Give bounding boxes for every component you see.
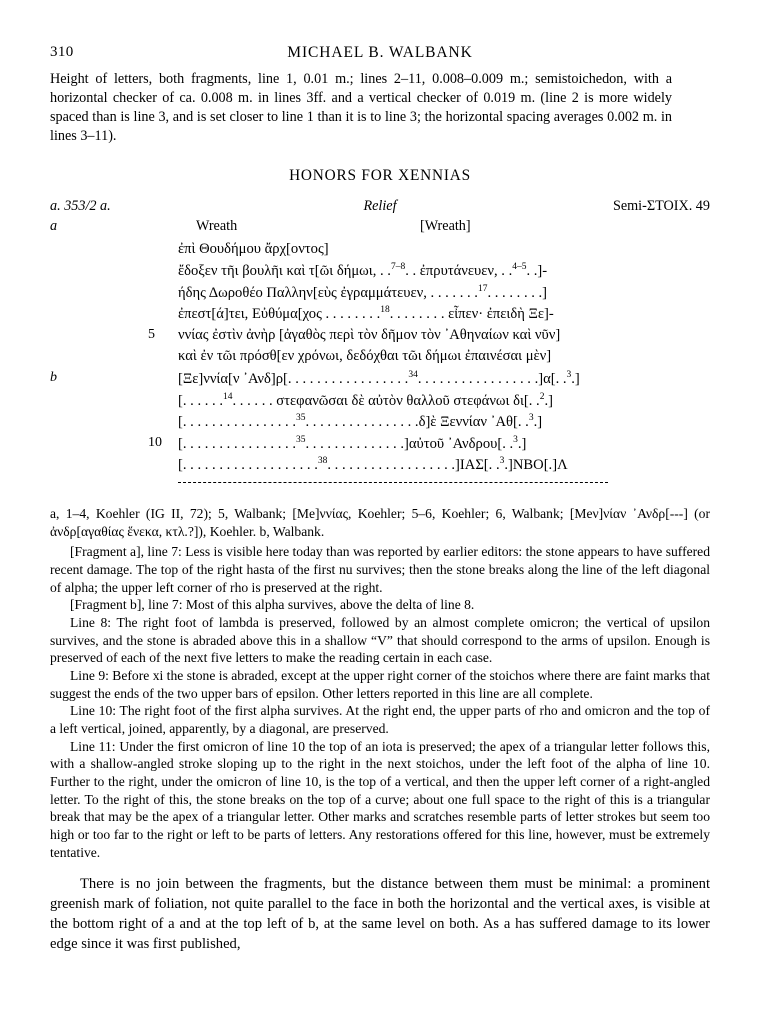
inscription-row xyxy=(50,241,710,263)
intro-text: Height of letters, both fragments, line 1, 0.01 m.; lines 2–11, 0.008–0.009 m.; semistoichedon, with a horizontal checker of ca. 0.008 m. in lines 3ff. and a vertical checker of 0.019 m. (line 2 is more widely spaced than is line 3, and is set closer to line 1 than it is to line 3; the horizontal spacing averages 0.002 m. in lines 3–11). xyxy=(50,71,672,144)
row-seg-2: . . . . . . . . . . . . . . . .δ]ὲ Ξεννίαν ᾿Αθ[. . xyxy=(305,414,529,431)
fragment-a-label: a xyxy=(50,217,58,234)
row-text xyxy=(178,456,568,474)
fragment-b-label: b xyxy=(50,370,57,386)
inscription-row xyxy=(50,284,710,306)
row-text xyxy=(178,262,547,280)
relief-label: Relief xyxy=(363,197,397,214)
row-seg-3: . .]- xyxy=(526,262,548,279)
inscription-row xyxy=(50,435,710,457)
row-seg-1: ἐπεστ[ά]τει, Εὐθύμα[χος . . . . . . . . xyxy=(178,306,381,323)
row-seg-3: .] xyxy=(571,370,580,387)
row-number: 5 xyxy=(148,326,155,342)
date-label: a. 353/2 a. xyxy=(50,197,111,214)
row-sup-1: 7–8 xyxy=(390,262,406,273)
row-seg-1: ήδης Δωροθέο Παλλην[εὺς ἐγραμμάτευεν, . . . . . . . xyxy=(178,284,478,301)
row-seg-1: ἔδοξεν τῆι βουλῆι καὶ τ[ῶι δήμωι, . . xyxy=(178,262,391,279)
row-sup-1: 38 xyxy=(317,456,328,467)
row-sup-1: 14 xyxy=(223,391,233,402)
row-text xyxy=(178,370,580,388)
note-item: [Fragment a], line 7: Less is visible here today than was reported by earlier editors: the stone appears to have suffered recent damage. The top of the right hasta of the first nu survives; then the stone breaks along the line of the left diagonal of alpha; the upper left corner of rho is preserved at the right. xyxy=(50,544,710,595)
inscription-break-rule xyxy=(178,482,608,483)
row-seg-2: . . . . . . στεφανῶσαι δὲ αὐτὸν θαλλοῦ στεφάνωι δι[. . xyxy=(232,392,540,409)
row-seg-1: [. . . . . . . . . . . . . . . . . . . xyxy=(178,457,318,474)
row-sup-2: 3 xyxy=(513,434,518,445)
row-seg-1: [. . . . . . . . . . . . . . . . xyxy=(178,414,296,431)
apparatus-criticus: a, 1–4, Koehler (IG II, 72); 5, Walbank; [Μe]ννίας, Koehler; 5–6, Koehler; 6, Walbank; [Μeν]νίαν ᾿Ανδρ[---] (or ἀνδρ[αγαθίας ἕνεκα, κτλ.?]), Koehler. b, Walbank. xyxy=(50,506,710,539)
row-seg-1: ννίας ἐστὶν ἀνὴρ [ἀγαθὸς περὶ τὸν δῆμον τὸν ᾿Αθηναίων καὶ νῦν] xyxy=(178,326,561,343)
inscription-row xyxy=(50,392,710,414)
row-seg-3: .]ΝΒΟ[.]Λ xyxy=(504,457,568,474)
row-seg-3: .] xyxy=(517,435,527,452)
note-item: Line 10: The right foot of the first alpha survives. At the right end, the upper parts of rho and omicron and the top of a left vertical, joined, apparently, by a diagonal, are preserved. xyxy=(50,703,710,737)
row-text xyxy=(178,413,542,431)
row-seg-2: . . . . . . . .] xyxy=(487,284,548,301)
row-text xyxy=(178,348,551,365)
wreath-right-label: [Wreath] xyxy=(420,217,471,234)
row-text xyxy=(178,327,560,344)
inscription-row xyxy=(50,262,710,284)
inscription-lines xyxy=(50,241,710,484)
row-text xyxy=(178,435,526,453)
inscription-row xyxy=(50,456,710,478)
note-item: Line 8: The right foot of lambda is preserved, followed by an almost complete omicron; the vertical of upsilon survives, and the stone is abraded above this in a shallow “V” that should correspond to the arms of upsilon. Enough is preserved of each of the next five letters to make the reading certain in each case. xyxy=(50,615,710,666)
final-paragraph: There is no join between the fragments, but the distance between them must be minimal: a prominent greenish mark of foliation, not quite parallel to the face in both the horizontal and the vertical axes, is visible at the bottom right of a and at the top left of b, at the same level on both. As a has suffered damage to its lower edge since it was first published, xyxy=(50,876,710,952)
row-sup-2: 3 xyxy=(566,370,572,381)
row-seg-2: . . . . . . . . εἶπεν· ἐπειδὴ Ξε]- xyxy=(389,306,554,323)
row-sup-1: 18 xyxy=(380,305,390,316)
row-seg-1: [Ξε]ννία[ν ᾿Ανδ]ρ[. . . . . . . . . . . . . . . . . xyxy=(178,370,409,387)
row-text xyxy=(178,284,547,302)
row-seg-2: . . . . . . . . . . . . . . . . . .]ΙΑΣ[. . xyxy=(327,457,500,474)
row-text xyxy=(178,305,554,323)
row-sup-2: 3 xyxy=(528,413,534,424)
inscription-row xyxy=(50,370,710,392)
row-seg-2: . . . . . . . . . . . . . .]αὐτοῦ ᾿Ανδρου[. . xyxy=(305,435,514,452)
row-sup-2: 4–5 xyxy=(512,262,527,273)
row-sup-1: 35 xyxy=(295,434,306,445)
row-text xyxy=(178,392,553,410)
inscription-row xyxy=(50,305,710,327)
row-sup-1: 34 xyxy=(408,370,418,381)
commentary-notes xyxy=(50,543,710,861)
row-text xyxy=(178,241,329,258)
wreath-row xyxy=(50,218,710,239)
page-number: 310 xyxy=(50,44,74,60)
row-sup-1: 17 xyxy=(477,283,488,294)
row-sup-2: 3 xyxy=(499,456,505,467)
inscription-row xyxy=(50,413,710,435)
running-head xyxy=(50,44,710,70)
note-item: Line 11: Under the first omicron of line 10 the top of an iota is preserved; the apex of a triangular letter follows this, with a shallow-angled stroke sloping up to the right in the next stoichos, under the left foot of the alpha of line 10. Further to the right, under the omicron of line 10, is the top of a vertical, and then the upper left corner of a right-angled letter. To the right of this, the stone breaks on the top of a curve; about one full space to the right of this is a triangular break that may be the apex of a triangular letter. Other marks and scratches resemble parts of letter strokes but seem too high or too far to the right or left to be parts of letters. Any restorations offered for this line, however, must be extremely tentative. xyxy=(50,738,710,860)
note-item: Line 9: Before xi the stone is abraded, except at the upper right corner of the stoichos where there are faint marks that suggest the ends of the two upper bars of epsilon. Other letters reported in this line are all complete. xyxy=(50,668,710,701)
row-seg-1: ἐπὶ Θουδήμου ἄρχ[οντος] xyxy=(178,240,329,257)
row-sup-1: 35 xyxy=(295,413,306,424)
intro-paragraph xyxy=(50,70,672,146)
row-seg-2: . . . . . . . . . . . . . . . . .]α[. . xyxy=(417,370,567,387)
row-seg-3: .] xyxy=(533,414,543,431)
row-seg-1: [. . . . . . . . . . . . . . . . xyxy=(178,435,296,452)
row-seg-3: .] xyxy=(544,392,553,409)
inscription-row xyxy=(50,348,710,370)
inscription-block xyxy=(50,198,710,484)
row-seg-2: . . ἐπρυτάνευεν, . . xyxy=(405,262,513,279)
section-title: HONORS FOR XENNIAS xyxy=(289,166,471,184)
inscription-header xyxy=(50,198,710,218)
row-seg-1: καὶ ἐν τῶι πρόσθ[εν χρόνωι, δεδόχθαι τῶι δήμωι ἐπαινέσαι μὲν] xyxy=(178,348,552,365)
wreath-left-label: Wreath xyxy=(196,217,238,234)
inscription-row xyxy=(50,327,710,349)
running-title: MICHAEL B. WALBANK xyxy=(287,44,473,61)
row-sup-2: 2 xyxy=(539,391,545,402)
page-content xyxy=(50,44,710,969)
note-item: [Fragment b], line 7: Most of this alpha survives, above the delta of line 8. xyxy=(70,597,475,613)
stoich-label: Semi-ΣΤΟΙΧ. 49 xyxy=(612,197,710,214)
row-number: 10 xyxy=(148,434,162,450)
row-seg-1: [. . . . . . xyxy=(178,392,223,409)
